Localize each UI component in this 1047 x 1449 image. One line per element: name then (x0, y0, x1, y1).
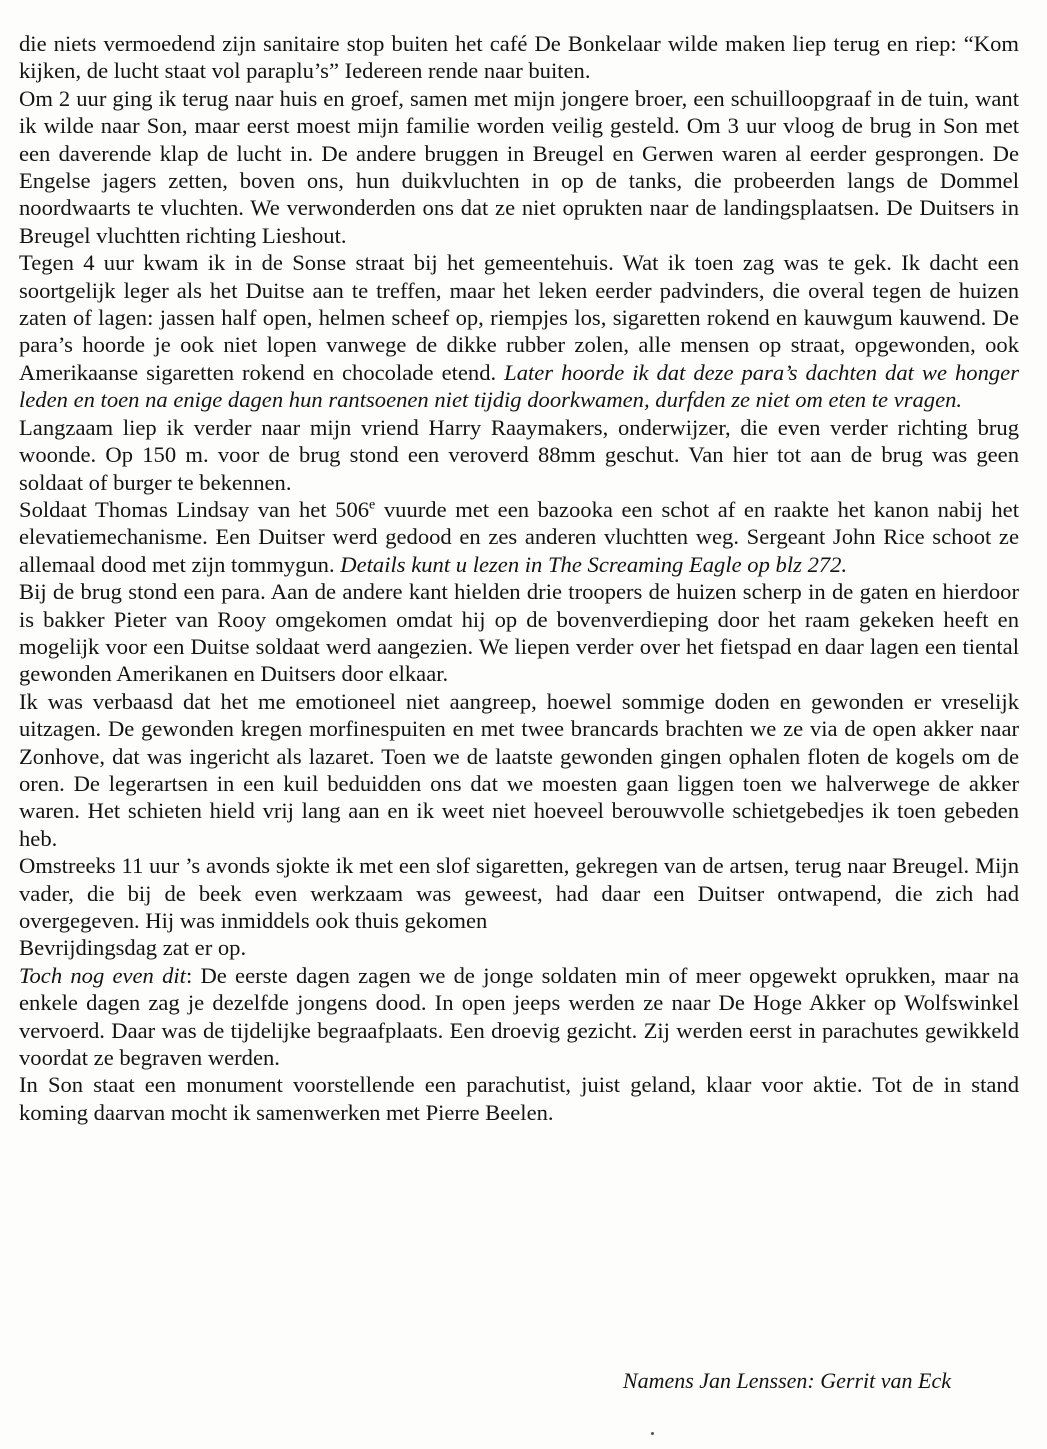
text-run: Bij de brug stond een para. Aan de andere kant hielden drie troopers de huizen scherp in de gaten en hierdoor is bakker Pieter van Rooy omgekomen omdat hij op de bovenverdieping door het raam gekeken heeft en mogelijk voor een Duitse soldaat werd aangezien. We liepen verder over het fietspad en daar lagen een tiental gewonden Amerikanen en Duitsers door elkaar. (19, 579, 1019, 687)
text-run: e (369, 497, 376, 513)
text-run: Langzaam liep ik verder naar mijn vriend Harry Raaymakers, onderwijzer, die even verder richting brug woonde. Op 150 m. voor de brug stond een veroverd 88mm geschut. Van hier tot aan de brug was geen soldaat of burger te bekennen. (19, 414, 1019, 495)
text-run: : De eerste dagen zagen we de jonge soldaten min of meer opgewekt oprukken, maar na enkele dagen zag je dezelfde jongens dood. In open jeeps werden ze naar De Hoge Akker op Wolfswinkel vervoerd. Daar was de tijdelijke begraafplaats. Een droevig gezicht. Zij werden eerst in parachutes gewikkeld voordat ze begraven werden. (19, 962, 1020, 1071)
signature: Namens Jan Lenssen: Gerrit van Eck (622, 1368, 951, 1393)
text-run: In Son staat een monument voorstellende een parachutist, juist geland, klaar voor aktie. Tot de in stand koming daarvan mocht ik samenwerken met Pierre Beelen. (19, 1072, 1019, 1125)
paragraph (19, 934, 1019, 961)
text-run: Ik was verbaasd dat het me emotioneel niet aangreep, hoewel sommige doden en gewonden er vreselijk uitzagen. De gewonden kregen morfinespuiten en met twee brancards brachten we ze via de open akker naar Zonhove, dat was ingericht als lazaret. Toen we de laatste gewonden gingen ophalen floten de kogels om de oren. De legerartsen in een kuil beduidden ons dat we moesten gaan liggen toen we halverwege de akker waren. Het schieten hield vrij lang aan en ik weet niet hoeveel berouwvolle schietgebedjes ik toen gebeden heb. (19, 688, 1019, 851)
paragraph (19, 249, 1019, 413)
paragraph (19, 414, 1019, 496)
text-run: Omstreeks 11 uur ’s avonds sjokte ik met een slof sigaretten, gekregen van de artsen, terug naar Breugel. Mijn vader, die bij de beek even werkzaam was geweest, had daar een Duitser ontwapend, die zich had overgegeven. Hij was inmiddels ook thuis gekomen (19, 853, 1019, 933)
text-run: vuurde met een bazooka een schot af en raakte het kanon nabij het elevatiemechanisme. Een Duitser werd gedood en zes anderen vluchtten weg. Sergeant John Rice schoot ze allemaal dood met zijn tommygun. (19, 496, 1019, 577)
text-run: die niets vermoedend zijn sanitaire stop buiten het café De Bonkelaar wilde maken liep terug en riep: “Kom kijken, de lucht staat vol paraplu’s” Iedereen rende naar buiten. (19, 31, 1019, 84)
italic-text: Later hoorde ik dat deze para’s dachten dat we honger leden en toen na enige dagen hun rantsoenen niet tijdig doorkwamen, durfden ze niet om eten te vragen. (19, 359, 1019, 413)
italic-text: Details kunt u lezen in The Screaming Eagle op blz 272. (340, 551, 848, 577)
paragraph (19, 578, 1019, 688)
paragraph (19, 30, 1019, 85)
paragraph (19, 85, 1019, 249)
text-run: Tegen 4 uur kwam ik in de Sonse straat bij het gemeentehuis. Wat ik toen zag was te gek. Ik dacht een soortgelijk leger als het Duitse aan te treffen, maar het leken eerder padvinders, die overal tegen de huizen zaten of lagen: jassen half open, helmen scheef op, riempjes los, sigaretten rokend en kauwgum kauwend. De para’s hoorde je ook niet lopen vanwege de dikke rubber zolen, alle mensen op straat, opgewonden, ook Amerikaanse sigaretten rokend en chocolade etend. (19, 250, 1019, 385)
paragraph (19, 962, 1019, 1072)
italic-text: Toch nog even dit (19, 962, 186, 988)
text-run: Bevrijdingsdag zat er op. (19, 935, 247, 961)
paragraph (19, 1071, 1019, 1126)
paragraph (19, 496, 1019, 578)
scan-speck (651, 1432, 654, 1435)
article-body (19, 30, 1019, 1126)
paragraph (19, 688, 1019, 852)
paragraph (19, 852, 1019, 934)
text-run: Om 2 uur ging ik terug naar huis en groef, samen met mijn jongere broer, een schuilloopgraaf in de tuin, want ik wilde naar Son, maar eerst moest mijn familie worden veilig gesteld. Om 3 uur vloog de brug in Son met een daverende klap de lucht in. De andere bruggen in Breugel en Gerwen waren al eerder gesprongen. De Engelse jagers zetten, boven ons, hun duikvluchten in op de tanks, die probeerden langs de Dommel noordwaarts te vluchten. We verwonderden ons dat ze niet oprukten naar de landingsplaatsen. De Duitsers in Breugel vluchtten richting Lieshout. (19, 85, 1019, 248)
text-run: Soldaat Thomas Lindsay van het 506 (19, 496, 370, 522)
